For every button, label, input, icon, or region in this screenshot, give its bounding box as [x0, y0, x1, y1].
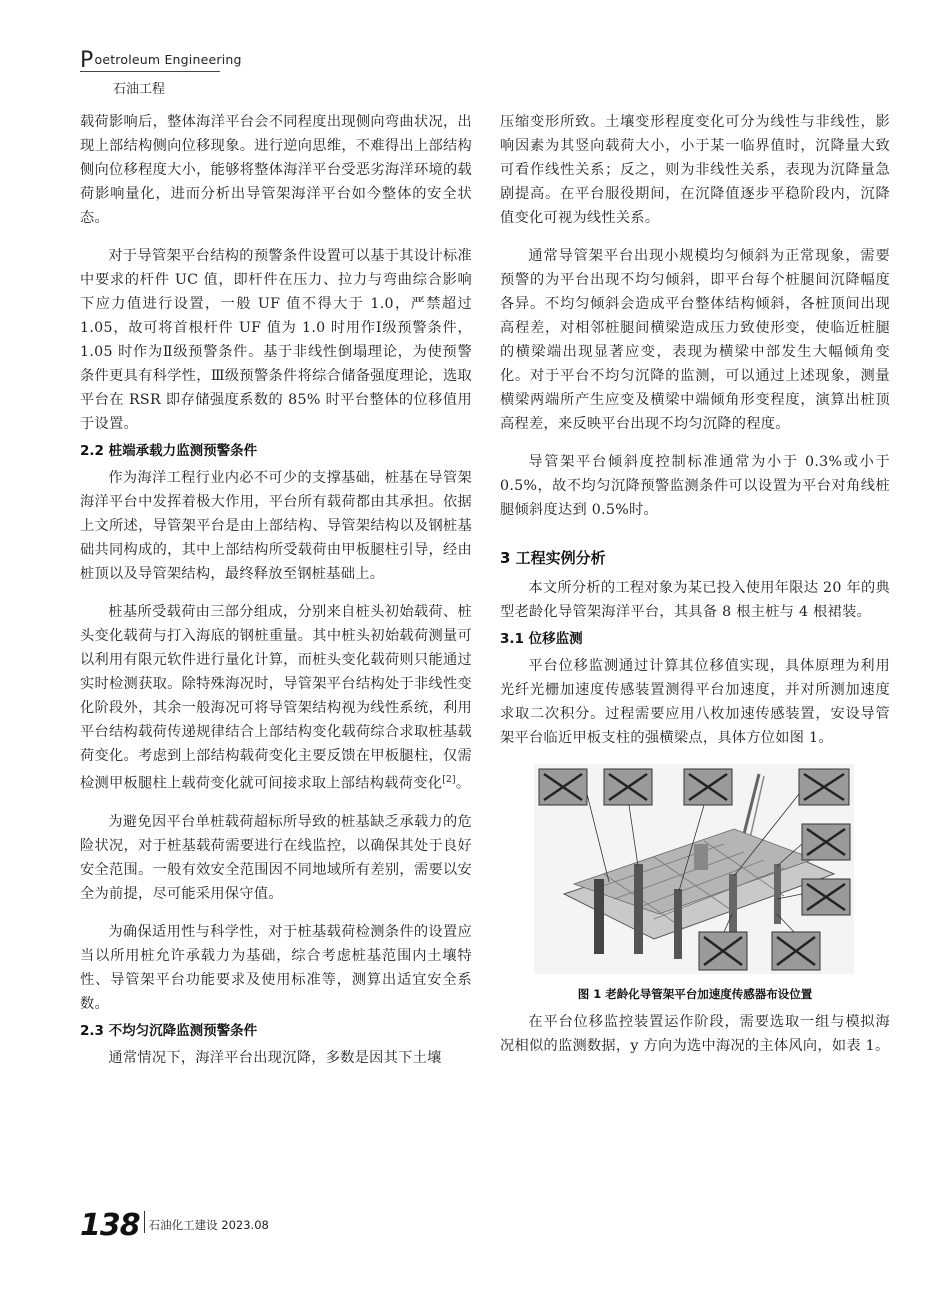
figure-sensor-layout: [534, 764, 854, 974]
figure-caption: 图 1 老龄化导管架平台加速度传感器布设位置: [577, 987, 813, 1001]
paragraph: 本文所分析的工程对象为某已投入使用年限达 20 年的典型老龄化导管架海洋平台，其具备 8 根主桩与 4 根裙装。: [500, 580, 890, 620]
section-heading-3: 3 工程实例分析: [500, 549, 606, 567]
paragraph: 为避免因平台单桩载荷超标所导致的桩基缺乏承载力的危险状况，对于桩基载荷需要进行在线监控，以确保其处于良好安全范围。一般有效安全范围因不同地域所有差别，需要以安全为前提，尽可能采用保守值。: [80, 813, 472, 902]
section-heading-2-2: 2.2 桩端承载力监测预警条件: [80, 443, 258, 459]
paragraph: 载荷影响后，整体海洋平台会不同程度出现侧向弯曲状况，出现上部结构侧向位移现象。进行逆向思维，不难得出上部结构侧向位移程度大小，能够将整体海洋平台受恶劣海洋环境的载荷影响量化，进而分析出导管架海洋平台如今整体的安全状态。: [80, 114, 472, 226]
paragraph: 在平台位移监控装置运作阶段，需要选取一组与模拟海况相似的监测数据，y 方向为选中海况的主体风向，如表 1。: [500, 1014, 890, 1054]
running-header: [80, 40, 330, 100]
left-column: [80, 110, 472, 1070]
journal-issue: 石油化工建设 2023.08: [148, 1218, 269, 1232]
journal-section-name: 石油工程: [113, 82, 166, 97]
section-heading-2-3: 2.3 不均匀沉降监测预警条件: [80, 1022, 258, 1039]
header-rule: [80, 71, 220, 72]
right-column: [500, 110, 890, 1058]
paragraph: 为确保适用性与科学性，对于桩基载荷检测条件的设置应当以所用桩允许承载力为基础，综合考虑桩基范围内土壤特性、导管架平台功能要求及使用标准等，测算出适宜安全系数。: [80, 923, 472, 1012]
paragraph: 平台位移监测通过计算其位移值实现，具体原理为利用光纤光栅加速度传感装置测得平台加速度，并对所测加速度求取二次积分。过程需要应用八枚加速传感装置，安设导管架平台临近甲板支柱的强横梁点，具体方位如图 1。: [500, 658, 890, 746]
section-heading-3-1: 3.1 位移监测: [500, 631, 583, 647]
footer-divider: [144, 1211, 145, 1233]
page-number: 138: [80, 1208, 140, 1243]
citation-ref: [2]: [442, 775, 456, 785]
journal-english-name: Poetroleum Engineering: [80, 48, 242, 73]
platform-illustration: [534, 764, 854, 974]
paragraph: 作为海洋工程行业内必不可少的支撑基础，桩基在导管架海洋平台中发挥着极大作用，平台所有载荷都由其承担。依据上文所述，导管架平台是由上部结构、导管架结构以及钢桩基础共同构成的，其中上部结构所受载荷由甲板腿柱引导，经由桩顶以及导管架结构，最终释放至钢桩基础上。: [80, 470, 472, 582]
paragraph: 通常导管架平台出现小规模均匀倾斜为正常现象，需要预警的为平台出现不均匀倾斜，即平台每个桩腿间沉降幅度各异。不均匀倾斜会造成平台整体结构倾斜，各桩顶间出现高程差，对相邻桩腿间横梁造成压力致使形变，使临近桩腿的横梁端出现显著应变，表现为横梁中部发生大幅倾角变化。对于平台不均匀沉降的监测，可以通过上述现象，测量横梁两端所产生应变及横梁中端倾角形变程度，演算出桩顶高程差，来反映平台出现不均匀沉降的程度。: [500, 248, 890, 432]
paragraph: 导管架平台倾斜度控制标准通常为小于 0.3%或小于 0.5%，故不均匀沉降预警监测条件可以设置为平台对角线桩腿倾斜度达到 0.5%时。: [500, 454, 890, 518]
paragraph: 对于导管架平台结构的预警条件设置可以基于其设计标准中要求的杆件 UC 值，即杆件在压力、拉力与弯曲综合影响下应力值进行设置，一般 UF 值不得大于 1.0，严禁超过 1.05，故可将首根杆件 UF 值为 1.0 时用作Ⅰ级预警条件，1.05 时作为Ⅱ级预警条件。基于非线性倒塌理论，为使预警条件更具有科学性，Ⅲ级预警条件将综合储备强度理论，选取平台在 RSR 即存储强度系数的 85% 时平台整体的位移值用于设置。: [80, 248, 472, 432]
paragraph: 桩基所受载荷由三部分组成，分别来自桩头初始载荷、桩头变化载荷与打入海底的钢桩重量。其中桩头初始载荷测量可以利用有限元软件进行量化计算，而桩头变化载荷则只能通过实时检测获取。除特殊海况时，导管架平台结构处于非线性变化阶段外，其余一般海况可将导管架结构视为线性系统，利用平台结构载荷传递规律结合上部结构变化载荷综合求取桩基载荷变化。考虑到上部结构载荷变化主要反馈在甲板腿柱，仅需检测甲板腿柱上载荷变化就可间接求取上部结构载荷变化[2]。: [80, 604, 472, 792]
paragraph: 通常情况下，海洋平台出现沉降，多数是因其下土壤: [108, 1049, 442, 1066]
paragraph: 压缩变形所致。土壤变形程度变化可分为线性与非线性，影响因素为其竖向载荷大小，小于某一临界值时，沉降量大致可看作线性关系；反之，则为非线性关系，表现为沉降量急剧提高。在平台服役期间，在沉降值逐步平稳阶段内，沉降值变化可视为线性关系。: [500, 114, 890, 226]
page-footer: [80, 1208, 269, 1248]
